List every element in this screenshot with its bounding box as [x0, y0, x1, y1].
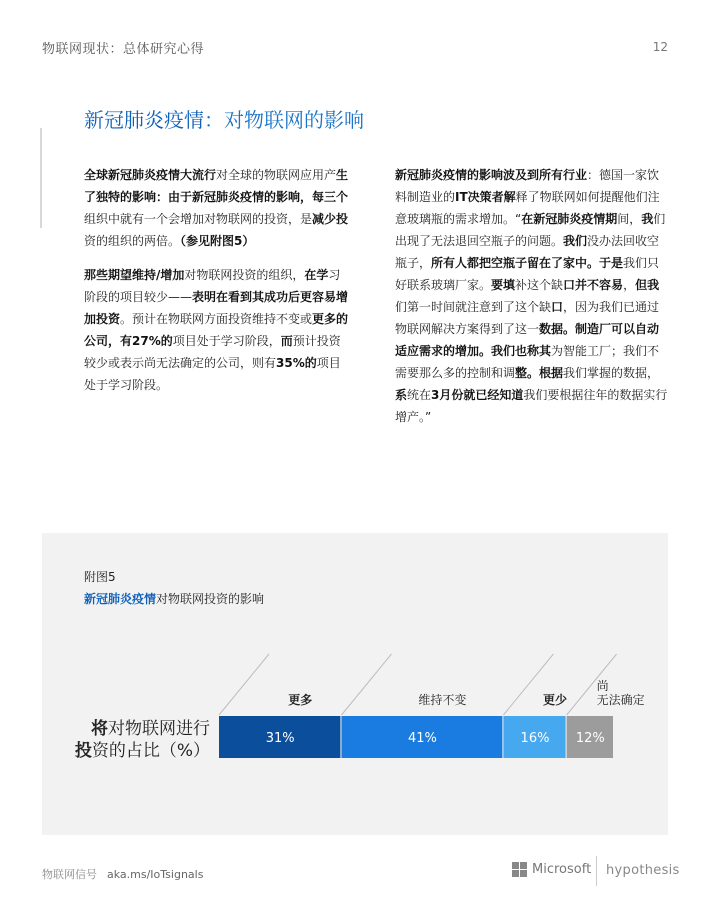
text-run: 3月份就已经知道: [431, 388, 524, 402]
section-title-sub: 对物联网的影响: [224, 108, 364, 132]
text-run: 统在: [407, 388, 432, 402]
text-run: ：德国一家饮料制造业的: [395, 168, 660, 204]
text-run: 们出现了无法退回空瓶子的问题。: [395, 212, 666, 248]
text-run: 生了独特的影响：由于新冠肺炎疫情的影响，每三个: [84, 168, 349, 204]
value-label-1: 41%: [407, 731, 437, 746]
footer-separator: [596, 856, 597, 886]
text-run: 口并不容易: [563, 278, 624, 292]
microsoft-logo: [512, 862, 591, 877]
text-run: 减少投: [312, 212, 349, 226]
text-run: 项目处于学习阶段，: [172, 334, 281, 348]
text-run: IT决策者解: [455, 190, 516, 204]
text-run: 习阶段的项目较少——: [84, 268, 341, 304]
text-run: 所有人都把空瓶子留在了家中。于是: [431, 256, 624, 270]
text-run: 没办法回收空瓶子，: [395, 234, 660, 270]
text-run: 组织中就有一个会增加对物联网的投资，是: [84, 212, 313, 226]
text-run: ，因为我们已通过物联网解决方案得到了这一: [395, 300, 660, 336]
value-label-2: 16%: [520, 731, 550, 746]
text-run: 35%的: [276, 356, 317, 370]
category-label-2: 更少: [542, 693, 568, 707]
text-run: 更多的公司，有27%的: [84, 312, 349, 348]
figure-title-rest: 对物联网投资的影响: [156, 592, 265, 606]
category-label-3: 尚: [596, 679, 609, 693]
hypothesis-logo: hypothesis: [606, 863, 680, 878]
text-run: （参见附图5）: [180, 234, 255, 248]
footer-left: [42, 866, 203, 882]
text-run: 要填: [491, 278, 516, 292]
text-run: 项目处于学习阶段。: [84, 356, 341, 392]
text-run: ，: [623, 278, 636, 292]
text-run: 那些期望维持/增加: [84, 268, 185, 282]
text-run: 我们要根据往年的数据实行增产。”: [395, 388, 668, 424]
section-title-main: 新冠肺炎疫情: [84, 108, 204, 132]
bar-segment-2: [503, 654, 567, 758]
text-run: 系: [395, 388, 408, 402]
value-label-3: 12%: [575, 731, 605, 746]
text-run: 新冠肺炎疫情的影响波及到所有行业: [395, 168, 588, 182]
text-run: 资的组织的两倍。: [84, 234, 181, 248]
text-run: 们第一时间就注意到了这个缺: [395, 300, 552, 314]
footer-url[interactable]: aka.ms/IoTsignals: [107, 868, 204, 881]
microsoft-logo-icon: [512, 862, 527, 877]
text-run: 全球新冠肺炎疫情大流行: [84, 168, 217, 182]
figure-label: 附图5: [84, 570, 116, 584]
category-label-3: 无法确定: [596, 693, 645, 707]
category-label-0: 更多: [288, 693, 313, 707]
text-run: 补这个缺: [515, 278, 564, 292]
ylabel-line1-bold: 将: [91, 719, 108, 739]
text-run: 我们: [563, 234, 588, 248]
page-number: 12: [652, 40, 668, 54]
figure-title-bold: 新冠肺炎疫情: [84, 592, 157, 606]
text-run: 在新冠肺炎疫情期: [521, 212, 618, 226]
ylabel-line1: 对物联网进行: [108, 719, 210, 739]
text-run: 但我: [635, 278, 660, 292]
text-run: 释了物联网如何提醒他们注意玻璃瓶的需求增加。“: [395, 190, 660, 226]
text-run: 对物联网投资的组织，: [184, 268, 305, 282]
text-run: 间，: [617, 212, 642, 226]
bar-segment-0: [219, 654, 340, 758]
text-run: 为智能工厂；我们不需要那么多的控制和调: [395, 344, 660, 380]
text-run: 。预计在物联网方面投资维持不变或: [120, 312, 313, 326]
category-guide-0: [219, 654, 269, 715]
text-run: 在学: [304, 268, 329, 282]
footer-brand: 物联网信号: [42, 868, 97, 881]
page-header: 物联网现状：总体研究心得: [42, 42, 205, 57]
section-title-separator: ：: [204, 108, 224, 132]
category-guide-1: [341, 654, 391, 715]
microsoft-wordmark: Microsoft: [532, 862, 592, 877]
bar-segment-3: [567, 654, 645, 758]
text-run: 我们只好联系玻璃厂家。: [395, 256, 660, 292]
ylabel-line2-bold: 投: [74, 741, 92, 761]
text-run: 表明在看到其成功后更容易增加投资: [84, 290, 349, 326]
value-label-0: 31%: [265, 731, 295, 746]
text-run: 预计投资较少或表示尚无法确定的公司，则有: [84, 334, 341, 370]
text-run: 对全球的物联网应用产: [216, 168, 337, 182]
text-run: 我: [641, 212, 654, 226]
category-label-1: 维持不变: [418, 693, 467, 707]
bar-segment-1: [341, 654, 502, 758]
ylabel-line2: 资的占比（%）: [91, 741, 210, 761]
text-run: 整。根据: [515, 366, 564, 380]
text-run: 口: [551, 300, 564, 314]
text-run: 数据。制造厂可以自动适应需求的增加。我们也称其: [395, 322, 660, 358]
text-run: 而: [280, 334, 293, 348]
text-run: 我们掌握的数据，: [563, 366, 660, 380]
